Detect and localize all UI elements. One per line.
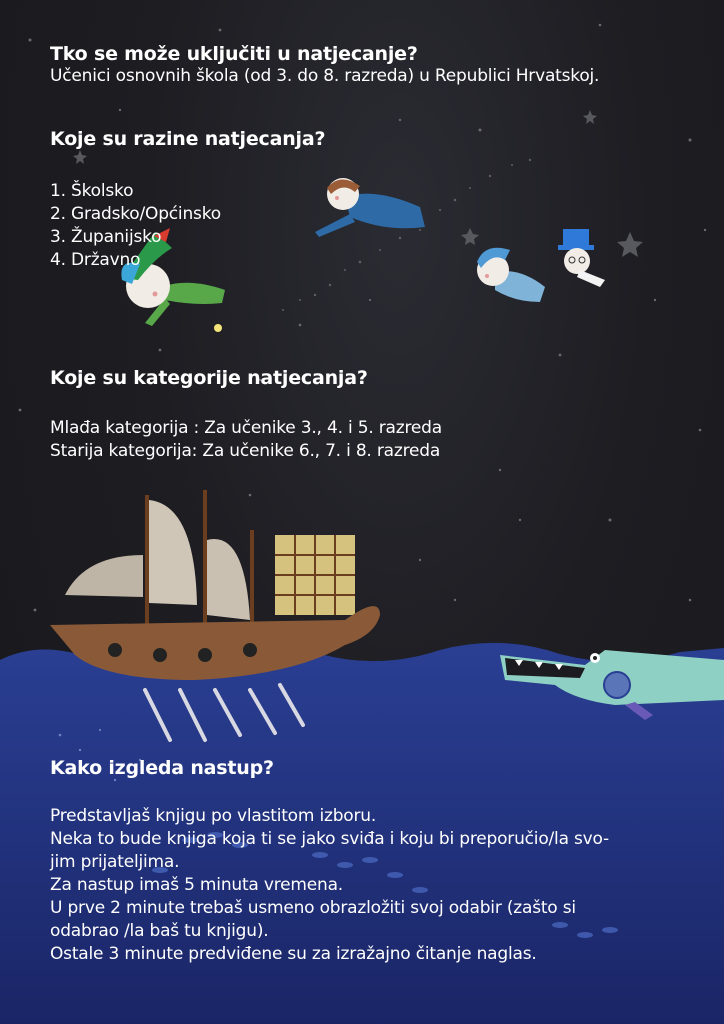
performance-line: Predstavljaš knjigu po vlastitom izboru. (50, 806, 377, 826)
performance-line: Neka to bude knjiga koja ti se jako sviđa i koju bi preporučio/la svo- (50, 829, 609, 849)
heading-categories: Koje su kategorije natjecanja? (50, 367, 368, 389)
levels-list (50, 180, 325, 272)
list-item: 3. Županijsko (50, 227, 162, 247)
text-who: Učenici osnovnih škola (od 3. do 8. razreda) u Republici Hrvatskoj. (50, 66, 600, 86)
category-line: Mlađa kategorija : Za učenike 3., 4. i 5. razreda (50, 418, 442, 438)
section-levels (50, 128, 325, 272)
list-item: 1. Školsko (50, 181, 134, 201)
heading-performance: Kako izgleda nastup? (50, 757, 274, 779)
heading-who: Tko se može uključiti u natjecanje? (50, 43, 418, 65)
flying-boy-illustration (465, 232, 555, 312)
section-who (50, 43, 599, 88)
performance-line: Za nastup imaš 5 minuta vremena. (50, 875, 344, 895)
heading-levels: Koje su razine natjecanja? (50, 128, 326, 150)
category-line: Starija kategorija: Za učenike 6., 7. i 8. razreda (50, 441, 441, 461)
flying-boy-top-hat-illustration (555, 225, 615, 290)
performance-line: odabrao /la baš tu knjigu). (50, 921, 269, 941)
crocodile-illustration (495, 630, 724, 725)
performance-line: U prve 2 minute trebaš usmeno obrazložiti svoj odabir (zašto si (50, 898, 576, 918)
list-item: 2. Gradsko/Općinsko (50, 204, 221, 224)
performance-line: jim prijateljima. (50, 852, 180, 872)
pirate-ship-illustration (45, 485, 390, 755)
section-categories (50, 367, 442, 463)
performance-line: Ostale 3 minute predviđene su za izražajno čitanje naglas. (50, 944, 537, 964)
section-performance (50, 757, 609, 966)
list-item: 4. Državno (50, 250, 141, 270)
